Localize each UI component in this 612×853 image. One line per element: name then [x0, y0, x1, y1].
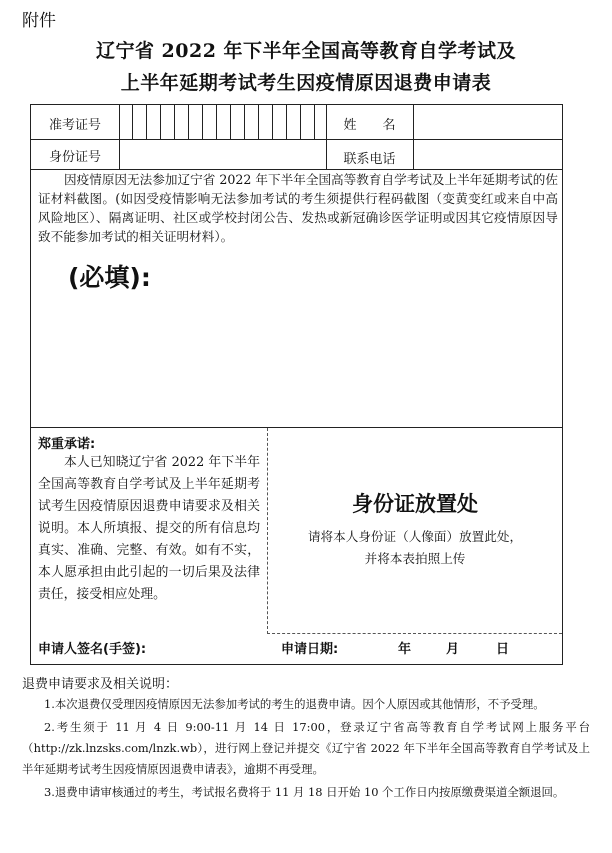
- note-item: 2.考生须于 11 月 4 日 9:00-11 月 14 日 17:00，登录辽宁省高等教育自学考试网上服务平台（http://zk.lnzsks.com/lnzk.wb），进行网上登记并提交《辽宁省 2022 年下半年全国高等教育自学考试及上半年延期考试考生因疫情原因退费申请表》，逾期不再受理。: [22, 720, 590, 776]
- id-placement-hint: [270, 526, 560, 570]
- digit-box: [259, 105, 273, 139]
- form-title-line1: 辽宁省 2022 年下半年全国高等教育自学考试及: [95, 40, 517, 62]
- digit-box: [301, 105, 315, 139]
- name-input[interactable]: [414, 106, 561, 138]
- notes-list: [22, 694, 590, 805]
- signature-field[interactable]: [168, 632, 268, 656]
- id-placement-title: 身份证放置处: [352, 492, 478, 516]
- exam-id-input[interactable]: [119, 105, 326, 139]
- form-title-line2: 上半年延期考试考生因疫情原因退费申请表: [120, 72, 492, 94]
- date-month-label: 月: [446, 642, 460, 657]
- id-area-divider: [267, 633, 562, 634]
- date-year-label: 年: [398, 642, 412, 657]
- digit-box: [175, 105, 189, 139]
- id-placement-hint-line2: 并将本表拍照上传: [364, 551, 466, 566]
- digit-box: [287, 105, 301, 139]
- digit-box: [189, 105, 203, 139]
- digit-box: [147, 105, 161, 139]
- pledge-text: 本人已知晓辽宁省 2022 年下半年全国高等教育自学考试及上半年延期考试考生因疫情原因退费申请要求及相关说明。本人所填报、提交的所有信息均真实、准确、完整、有效。如有不实，本人愿承担由此引起的一切后果及法律责任，接受相应处理。: [38, 455, 260, 602]
- required-mark: (必填):: [68, 263, 151, 292]
- exam-id-label: 准考证号: [48, 118, 101, 133]
- phone-label: 联系电话: [343, 152, 396, 167]
- digit-box: [217, 105, 231, 139]
- pledge-heading: 郑重承诺:: [38, 437, 96, 452]
- id-card-input[interactable]: [120, 140, 325, 168]
- digit-box: [231, 105, 245, 139]
- evidence-instructions: 因疫情原因无法参加辽宁省 2022 年下半年全国高等教育自学考试及上半年延期考试的佐证材料截图。(如因受疫情影响无法参加考试的考生须提供行程码截图（变黄变红或来自中高风险地区）、隔离证明、社区或学校封闭公告、发热或新冠确诊医学证明或因其它疫情原因导致不能参加考试的相关证明材料）。: [38, 172, 558, 244]
- id-card-label: 身份证号: [48, 150, 101, 165]
- date-label: 申请日期:: [281, 642, 339, 657]
- date-day-label: 日: [496, 642, 510, 657]
- attachment-label: 附件: [22, 11, 56, 31]
- signature-label: 申请人签名(手签):: [38, 642, 147, 657]
- digit-box: [203, 105, 217, 139]
- digit-box: [273, 105, 287, 139]
- digit-box: [133, 105, 147, 139]
- name-label: 姓 名: [343, 118, 396, 133]
- id-placement-hint-line1: 请将本人身份证（人像面）放置此处，: [307, 529, 523, 544]
- note-item: 3.退费申请审核通过的考生，考试报名费将于 11 月 18 日开始 10 个工作日内按原缴费渠道全额退回。: [44, 785, 565, 799]
- notes-heading: 退费申请要求及相关说明：: [22, 677, 179, 692]
- digit-box: [119, 105, 133, 139]
- phone-input[interactable]: [414, 140, 561, 168]
- digit-box: [161, 105, 175, 139]
- digit-box: [245, 105, 259, 139]
- note-item: 1.本次退费仅受理因疫情原因无法参加考试的考生的退费申请。因个人原因或其他情形，不予受理。: [44, 697, 545, 711]
